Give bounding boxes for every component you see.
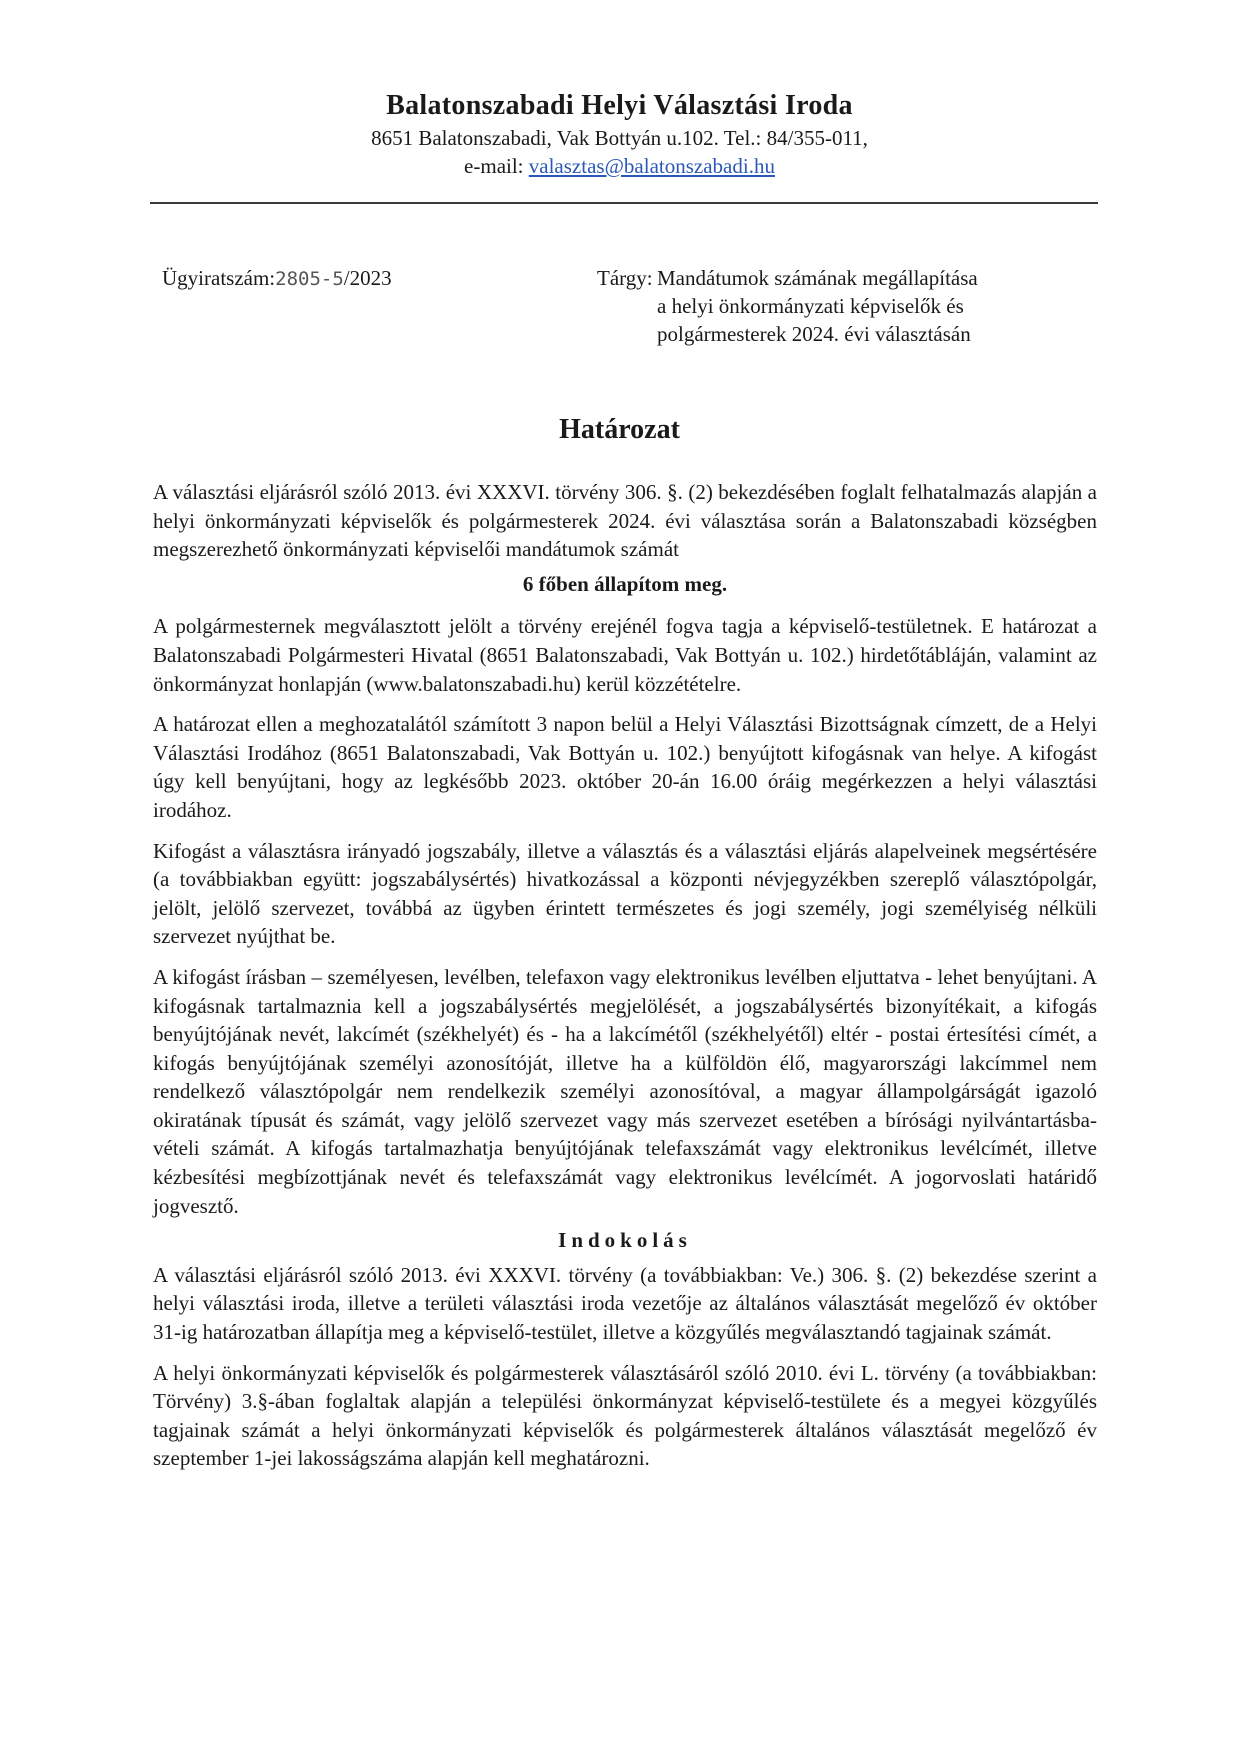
email-label: e-mail: [464,154,529,178]
case-number-label: Ügyiratszám: [162,266,276,290]
subject-line-2: a helyi önkormányzati képviselők és [657,294,964,318]
organization-name: Balatonszabadi Helyi Választási Iroda [386,90,853,121]
document-body [153,478,1097,1485]
subject-line-3: polgármesterek 2024. évi választásán [657,322,971,346]
address-line: 8651 Balatonszabadi, Vak Bottyán u.102. Tel.: 84/355-011, [371,126,868,150]
objection-how-paragraph: A kifogást írásban – személyesen, levélben, telefaxon vagy elektronikus levélben eljuttatva - lehet benyújtani. A kifogásnak tartalmaznia kell a jogszabálysértés megjelölését, a jogszabálysértés bizonyítékait, a kifogás benyújtójának nevét, lakcímét (székhelyét) és - ha a lakcímétől (székhelyétől) eltér - postai értesítési címét, a kifogás benyújtójának személyi azonosítóját, illetve ha a külföldön élő, magyarországi lakcímmel nem rendelkező választópolgár nem rendelkezik személyi azonosítóval, a magyar állampolgárságát igazoló okiratának típusát és számát, vagy jelölő szervezet vagy más szervezet esetében a bírósági nyilvántartásba-vételi számát. A kifogás tartalmazhatja benyújtójának telefaxszámát vagy elektronikus levélcímét, illetve kézbesítési megbízottjának nevét és telefaxszámát vagy elektronikus levélcímét. A jogorvoslati határidő jogvesztő. [153,964,1097,1218]
handwritten-case-number: 2805-5 [275,268,344,290]
appeal-paragraph: A határozat ellen a meghozatalától számított 3 napon belül a Helyi Választási Bizottságnak címzett, de a Helyi Választási Irodához (8651 Balatonszabadi, Vak Bottyán u. 102.) benyújtott kifogásnak van helye. A kifogást úgy kell benyújtani, hogy az legkésőbb 2023. október 20-án 16.00 óráig megérkezzen a helyi választási irodához. [153,712,1097,822]
header-divider [150,202,1098,204]
reasoning-heading: Indokolás [558,1228,692,1253]
case-number [162,264,392,293]
letterhead [0,88,1239,180]
subject-block [597,264,1067,348]
decision-statement: 6 főben állapítom meg. [522,571,728,596]
email-link[interactable]: valasztas@balatonszabadi.hu [528,154,775,178]
intro-paragraph: A választási eljárásról szóló 2013. évi XXXVI. törvény 306. §. (2) bekezdésében foglalt felhatalmazás alapján a helyi önkormányzati képviselők és polgármesterek 2024. évi választása során a Balatonszabadi községben megszerezhető önkormányzati képviselői mandátumok számát [153,480,1097,562]
objection-who-paragraph: Kifogást a választásra irányadó jogszabály, illetve a választás és a választási eljárás alapelveinek megsértésére (a továbbiakban együtt: jogszabálysértés) hivatkozással a központi névjegyzékben szereplő választópolgár, jelölt, jelölő szervezet, továbbá az ügyben érintett természetes és jogi személy, jogi személyiség nélküli szervezet nyújthat be. [153,838,1097,949]
case-number-year: /2023 [343,266,392,290]
document-title: Határozat [559,414,680,445]
reasoning-paragraph-2: A helyi önkormányzati képviselők és polgármesterek választásáról szóló 2010. évi L. törvény (a továbbiakban: Törvény) 3.§-ában foglaltak alapján a települési önkormányzat képviselő-testülete és a megyei közgyűlés tagjainak számát a helyi önkormányzati képviselők és polgármesterek általános választását megelőző év szeptember 1-jei lakosságszáma alapján kell meghatározni. [153,1360,1097,1471]
subject-label: Tárgy: [597,266,653,290]
email-line [0,152,1239,180]
subject-line-1: Mandátumok számának megállapítása [657,266,978,290]
mayor-paragraph: A polgármesternek megválasztott jelölt a törvény erejénél fogva tagja a képviselő-testületnek. E határozat a Balatonszabadi Polgármesteri Hivatal (8651 Balatonszabadi, Vak Bottyán u. 102.) hirdetőtábláján, valamint az önkormányzat honlapján (www.balatonszabadi.hu) kerül közzétételre. [153,614,1097,696]
reasoning-paragraph-1: A választási eljárásról szóló 2013. évi XXXVI. törvény (a továbbiakban: Ve.) 306. §. (2) bekezdése szerint a helyi választási iroda, illetve a területi választási iroda vezetője az általános választását megelőző év október 31-ig határozatban állapítja meg a képviselő-testület, illetve a közgyűlés megválasztandó tagjainak számát. [153,1262,1097,1345]
